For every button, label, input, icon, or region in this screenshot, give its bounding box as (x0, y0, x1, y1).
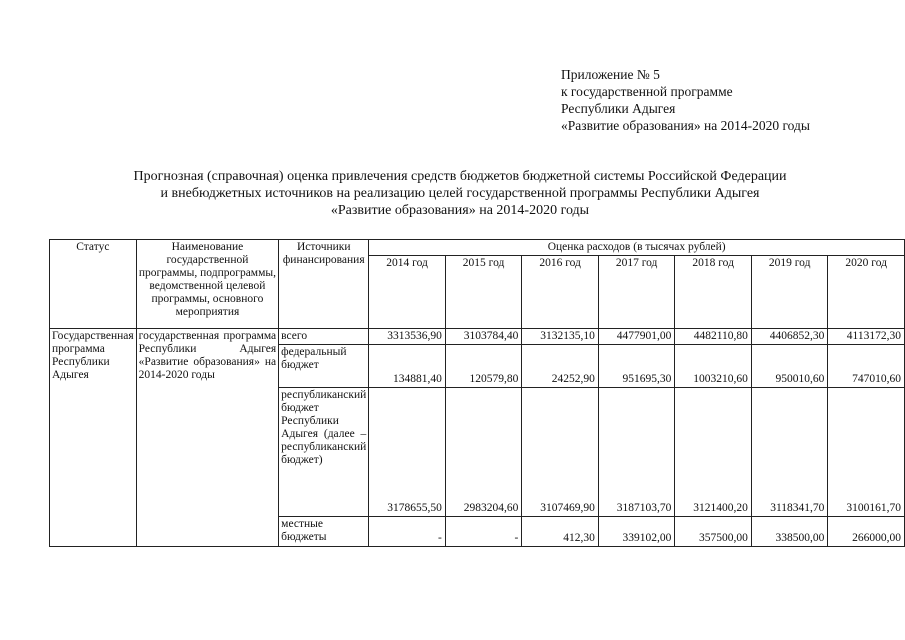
value-cell: 3100161,70 (828, 388, 905, 517)
value-cell: - (369, 517, 446, 547)
value-cell: 24252,90 (522, 345, 599, 388)
value-cell: - (445, 517, 522, 547)
header-year: 2019 год (751, 256, 828, 329)
value-cell: 2983204,60 (445, 388, 522, 517)
value-cell: 950010,60 (751, 345, 828, 388)
value-cell: 357500,00 (675, 517, 752, 547)
header-year: 2016 год (522, 256, 599, 329)
title-line: «Развитие образования» на 2014-2020 годы (330, 203, 590, 218)
value-cell: 412,30 (522, 517, 599, 547)
header-year: 2020 год (828, 256, 905, 329)
value-cell: 120579,80 (445, 345, 522, 388)
value-cell: 4406852,30 (751, 329, 828, 345)
value-cell: 134881,40 (369, 345, 446, 388)
value-cell: 339102,00 (598, 517, 675, 547)
value-cell: 3313536,90 (369, 329, 446, 345)
program-name-cell: государственная программа Республики Адыгея «Развитие образования» на 2014-2020 годы (136, 329, 279, 547)
appendix-line: Республики Адыгея (561, 101, 676, 116)
appendix-line: «Развитие образования» на 2014-2020 годы (561, 118, 810, 133)
value-cell: 1003210,60 (675, 345, 752, 388)
value-cell: 951695,30 (598, 345, 675, 388)
value-cell: 3121400,20 (675, 388, 752, 517)
value-cell: 3178655,50 (369, 388, 446, 517)
value-cell: 338500,00 (751, 517, 828, 547)
header-year: 2017 год (598, 256, 675, 329)
value-cell: 3132135,10 (522, 329, 599, 345)
value-cell: 747010,60 (828, 345, 905, 388)
value-cell: 4113172,30 (828, 329, 905, 345)
header-year: 2018 год (675, 256, 752, 329)
header-status: Статус (50, 240, 137, 329)
value-cell: 3103784,40 (445, 329, 522, 345)
header-name: Наименование государственной программы, подпрограммы, ведомственной целевой программы, основного мероприятия (136, 240, 279, 329)
value-cell: 3118341,70 (751, 388, 828, 517)
header-year: 2015 год (445, 256, 522, 329)
document-title (60, 168, 860, 219)
value-cell: 3107469,90 (522, 388, 599, 517)
value-cell: 4482110,80 (675, 329, 752, 345)
source-cell: республиканский бюджет Республики Адыгея (далее – республиканский бюджет) (279, 388, 369, 517)
value-cell: 3187103,70 (598, 388, 675, 517)
source-cell: местные бюджеты (279, 517, 369, 547)
table-row (50, 329, 905, 345)
appendix-header (561, 66, 810, 134)
appendix-line: Приложение № 5 (561, 67, 660, 82)
financing-table (49, 239, 905, 547)
source-cell: федеральный бюджет (279, 345, 369, 388)
value-cell: 4477901,00 (598, 329, 675, 345)
header-estimate: Оценка расходов (в тысячах рублей) (369, 240, 905, 256)
header-year: 2014 год (369, 256, 446, 329)
status-cell: Государственная программа Республики Адыгея (50, 329, 137, 547)
value-cell: 266000,00 (828, 517, 905, 547)
header-sources: Источники финансирования (279, 240, 369, 329)
title-line: и внебюджетных источников на реализацию целей государственной программы Республики Адыгея (160, 186, 760, 201)
source-cell: всего (279, 329, 369, 345)
appendix-line: к государственной программе (561, 84, 733, 99)
title-line: Прогнозная (справочная) оценка привлечения средств бюджетов бюджетной системы Российской Федерации (133, 169, 787, 184)
